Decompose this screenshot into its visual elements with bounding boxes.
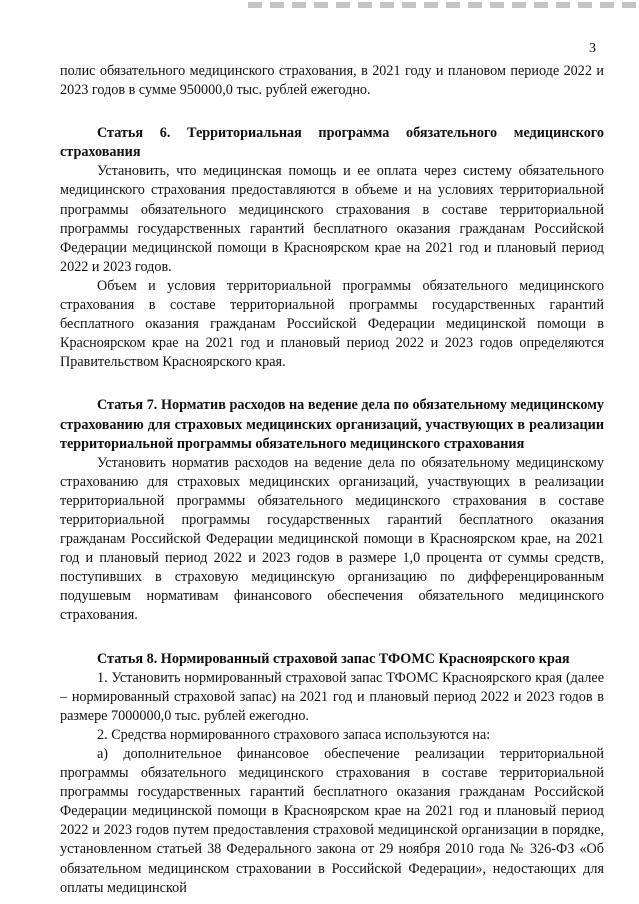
article-8-paragraph-2: 2. Средства нормированного страхового запаса используются на: bbox=[97, 726, 491, 743]
article-8-paragraph-1: 1. Установить нормированный страховой запас ТФОМС Красноярского края (далее – нормированный страховой запас) на 2021 год и плановый период 2022 и 2023 годов в размере 7000000,0 тыс. рублей ежегодно. bbox=[60, 669, 604, 724]
article-6-title: Статья 6. Территориальная программа обязательного медицинского страхования bbox=[60, 125, 604, 161]
article-8-paragraph-3: а) дополнительное финансовое обеспечение реализации территориальной программы обязательного медицинского страхования в составе территориальной программы государственных гарантий бесплатного оказания гражданам Российской Федерации медицинской помощи в Красноярском крае на 2021 год и плановый период 2022 и 2023 годов путем предоставления страховой медицинской организации в порядке, установленном статьей 38 Федерального закона от 29 ноября 2010 года № 326-ФЗ «Об обязательном медицинском страховании в Российской Федерации», недостающих для оплаты медицинской bbox=[60, 746, 604, 896]
article-6-paragraph-2: Объем и условия территориальной программы обязательного медицинского страхования в составе территориальной программы государственных гарантий бесплатного оказания гражданам Российской Федерации медицинской помощи в Красноярском крае на 2021 год и плановый период 2022 и 2023 годов определяются Правительством Красноярского края. bbox=[60, 277, 604, 371]
article-7-title: Статья 7. Норматив расходов на ведение дела по обязательному медицинскому страхованию для страховых медицинских организаций, участвующих в реализации территориальной программы обязательного медицинского страхования bbox=[60, 397, 604, 452]
page-number: 3 bbox=[589, 41, 596, 56]
scan-top-marks bbox=[248, 2, 639, 8]
section-spacer bbox=[60, 626, 604, 650]
section-spacer bbox=[60, 372, 604, 396]
article-6-paragraph-1: Установить, что медицинская помощь и ее оплата через систему обязательного медицинского страхования предоставляются в объеме и на условиях территориальной программы обязательного медицинского страхования в составе территориальной программы государственных гарантий бесплатного оказания гражданам Российской Федерации медицинской помощи в Красноярском крае на 2021 год и плановый период 2022 и 2023 годов. bbox=[60, 163, 604, 275]
document-body bbox=[60, 62, 604, 898]
opening-paragraph: полис обязательного медицинского страхования, в 2021 году и плановом периоде 2022 и 2023 годов в сумме 950000,0 тыс. рублей ежегодно. bbox=[60, 63, 604, 99]
section-spacer bbox=[60, 100, 604, 124]
article-7-paragraph-1: Установить норматив расходов на ведение дела по обязательному медицинскому страхованию для страховых медицинских организаций, участвующих в реализации территориальной программы обязательного медицинского страхования в составе территориальной программы государственных гарантий бесплатного оказания гражданам Российской Федерации медицинской помощи в Красноярском крае, на 2021 год и плановый период 2022 и 2023 годов в размере 1,0 процента от суммы средств, поступивших в страховую медицинскую организацию по дифференцированным подушевым нормативам финансового обеспечения обязательного медицинского страхования. bbox=[60, 454, 604, 624]
article-8-title: Статья 8. Нормированный страховой запас ТФОМС Красноярского края bbox=[97, 650, 570, 667]
